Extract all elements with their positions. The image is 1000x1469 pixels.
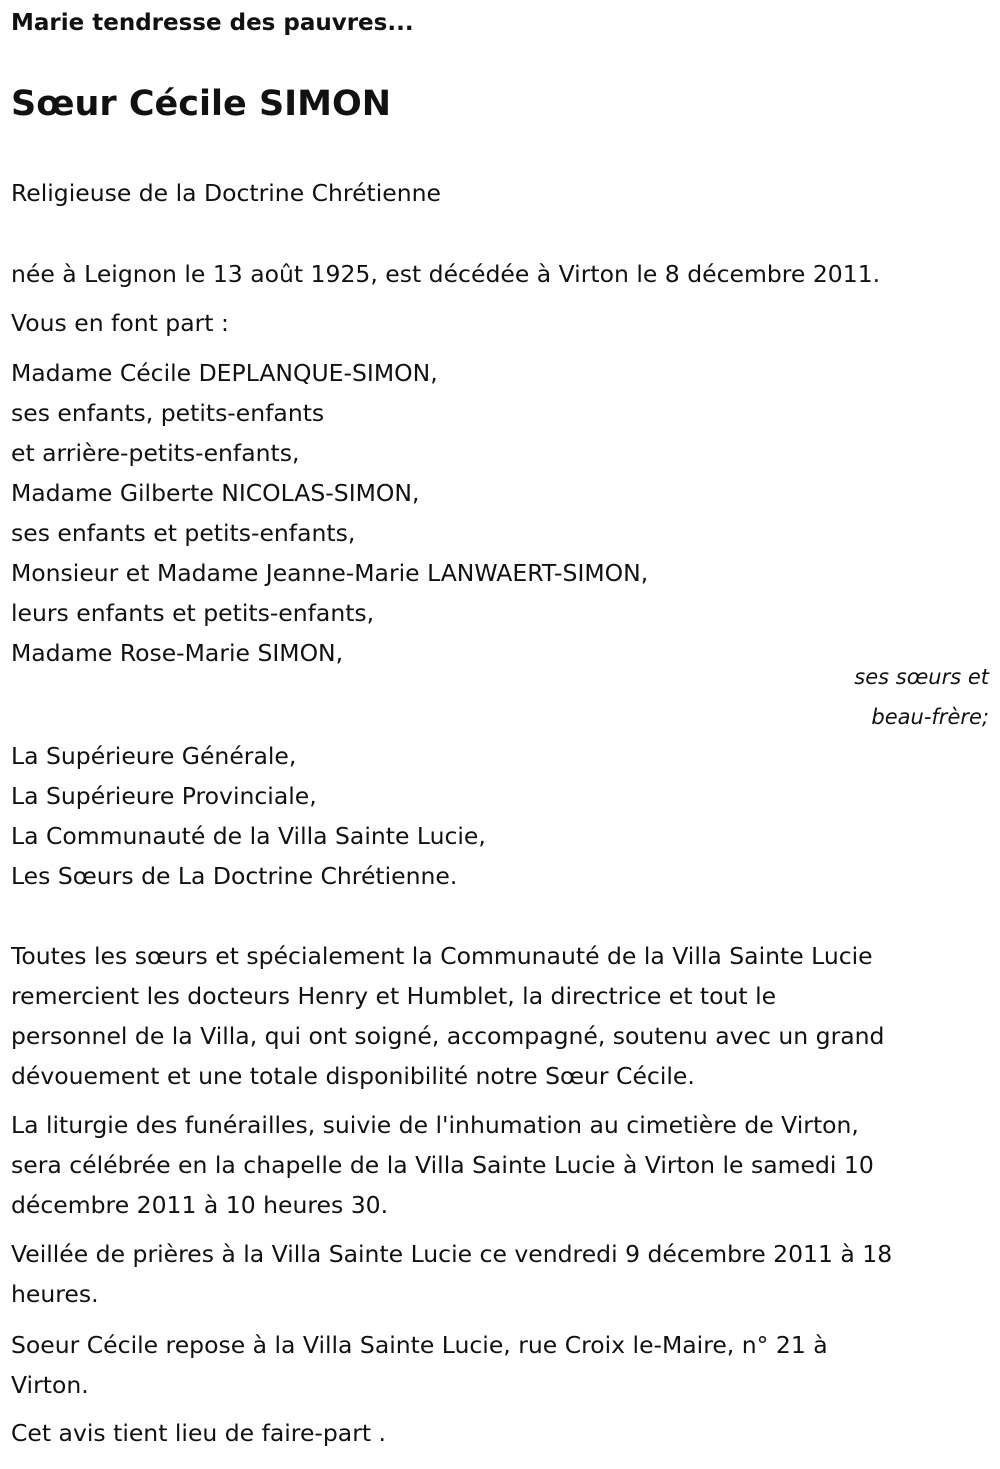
thanks-line: dévouement et une totale disponibilité notre Sœur Cécile. — [11, 1062, 695, 1090]
thanks-paragraph — [11, 936, 989, 1096]
thanks-line: personnel de la Villa, qui ont soigné, accompagné, soutenu avec un grand — [11, 1022, 885, 1050]
thanks-line: remercient les docteurs Henry et Humblet, la directrice et tout le — [11, 982, 777, 1010]
family-line: ses enfants, petits-enfants — [11, 399, 325, 427]
family-relation — [854, 657, 989, 737]
announce-line: Vous en font part : — [11, 309, 229, 337]
congregation-line: La Supérieure Générale, — [11, 742, 297, 770]
funeral-line: sera célébrée en la chapelle de la Villa Sainte Lucie à Virton le samedi 10 — [11, 1151, 874, 1179]
rest-line: Soeur Cécile repose à la Villa Sainte Lucie, rue Croix le-Maire, n° 21 à — [11, 1331, 828, 1359]
religious-title: Religieuse de la Doctrine Chrétienne — [11, 179, 441, 207]
rest-paragraph — [11, 1325, 989, 1405]
birth-death-line: née à Leignon le 13 août 1925, est décédée à Virton le 8 décembre 2011. — [11, 260, 881, 288]
family-line: Madame Gilberte NICOLAS-SIMON, — [11, 479, 420, 507]
header-quote: Marie tendresse des pauvres... — [11, 10, 414, 36]
funeral-line: décembre 2011 à 10 heures 30. — [11, 1191, 389, 1219]
congregation-list — [11, 736, 989, 896]
family-line: et arrière-petits-enfants, — [11, 439, 300, 467]
rest-line: Virton. — [11, 1371, 89, 1399]
family-line: Madame Rose-Marie SIMON, — [11, 639, 344, 667]
family-line: Monsieur et Madame Jeanne-Marie LANWAERT-SIMON, — [11, 559, 649, 587]
vigil-paragraph — [11, 1234, 989, 1314]
funeral-paragraph — [11, 1105, 989, 1225]
thanks-line: Toutes les sœurs et spécialement la Communauté de la Villa Sainte Lucie — [11, 942, 873, 970]
family-line: ses enfants et petits-enfants, — [11, 519, 356, 547]
funeral-line: La liturgie des funérailles, suivie de l'inhumation au cimetière de Virton, — [11, 1111, 859, 1139]
congregation-line: La Supérieure Provinciale, — [11, 782, 317, 810]
vigil-line: heures. — [11, 1280, 99, 1308]
family-list — [11, 353, 989, 673]
deceased-name: Sœur Cécile SIMON — [11, 84, 392, 124]
closing-line: Cet avis tient lieu de faire-part . — [11, 1419, 387, 1447]
relation-line: beau-frère; — [871, 705, 989, 729]
family-line: Madame Cécile DEPLANQUE-SIMON, — [11, 359, 438, 387]
relation-line: ses sœurs et — [854, 665, 989, 689]
congregation-line: La Communauté de la Villa Sainte Lucie, — [11, 822, 486, 850]
congregation-line: Les Sœurs de La Doctrine Chrétienne. — [11, 862, 458, 890]
vigil-line: Veillée de prières à la Villa Sainte Lucie ce vendredi 9 décembre 2011 à 18 — [11, 1240, 893, 1268]
family-line: leurs enfants et petits-enfants, — [11, 599, 375, 627]
